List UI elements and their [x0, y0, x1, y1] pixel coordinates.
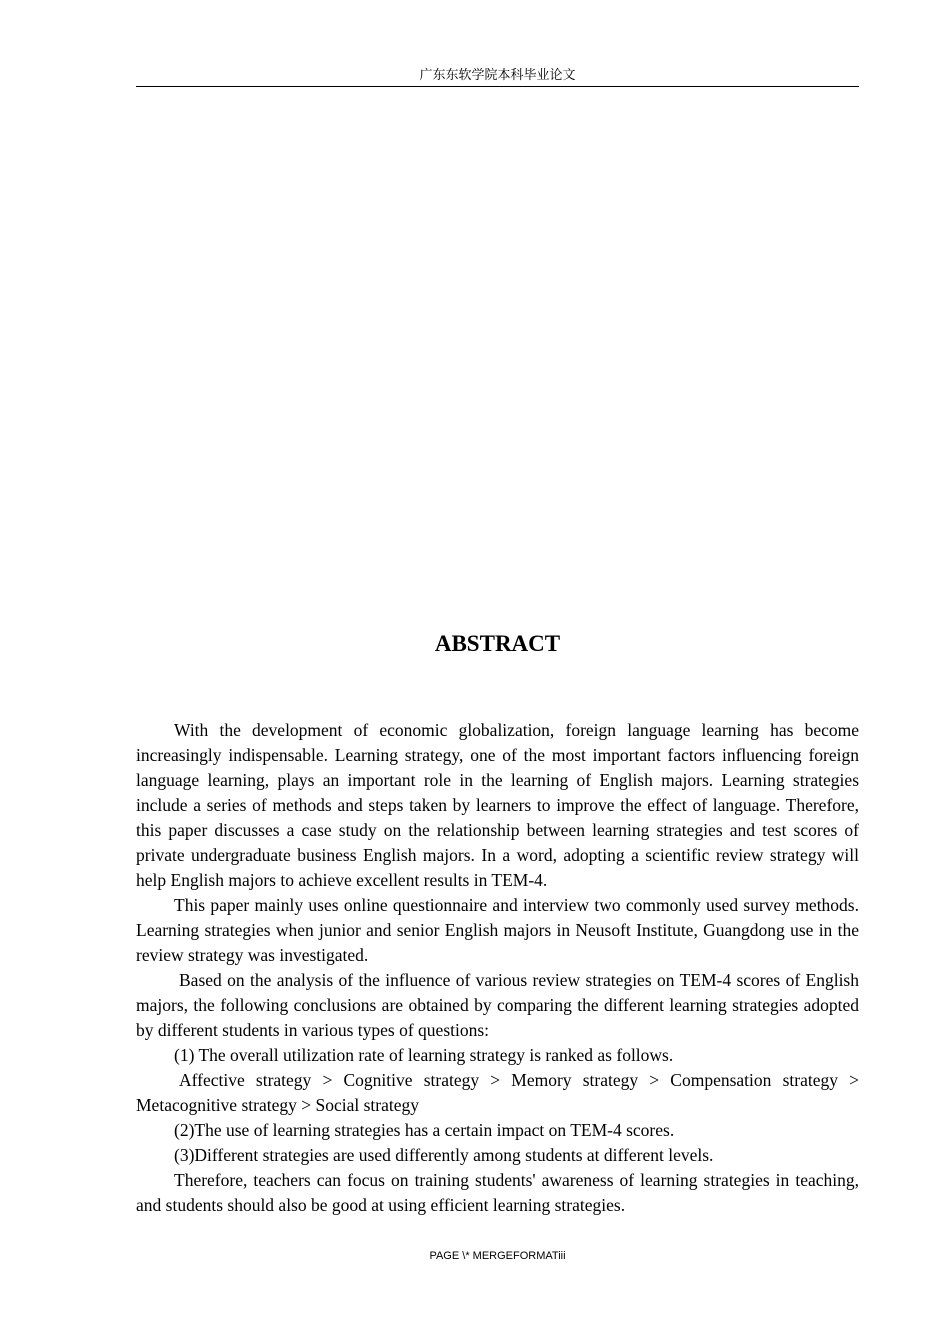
abstract-title: ABSTRACT — [434, 631, 561, 656]
abstract-closing-paragraph: Therefore, teachers can focus on training students' awareness of learning strategies in teaching, and students should also be good at using efficient learning strategies. — [136, 1170, 859, 1215]
abstract-body — [136, 718, 859, 1218]
abstract-paragraph-2: This paper mainly uses online questionnaire and interview two commonly used survey methods. Learning strategies when junior and senior English majors in Neusoft Institute, Guangdong use in the review strategy was investigated. — [136, 895, 859, 965]
conclusion-item-2: (2)The use of learning strategies has a certain impact on TEM-4 scores. — [174, 1120, 675, 1140]
page-header: 广东东软学院本科毕业论文 — [136, 66, 859, 87]
conclusion-item-3: (3)Different strategies are used differently among students at different levels. — [174, 1145, 714, 1165]
conclusion-item-1: (1) The overall utilization rate of learning strategy is ranked as follows. — [174, 1045, 674, 1065]
strategy-ranking: Affective strategy > Cognitive strategy > Memory strategy > Compensation strategy > Metacognitive strategy > Social strategy — [136, 1070, 859, 1115]
abstract-paragraph-1: With the development of economic globalization, foreign language learning has become increasingly indispensable. Learning strategy, one of the most important factors influencing foreign language learning, plays an important role in the learning of English majors. Learning strategies include a series of methods and steps taken by learners to improve the effect of language. Therefore, this paper discusses a case study on the relationship between learning strategies and test scores of private undergraduate business English majors. In a word, adopting a scientific review strategy will help English majors to achieve excellent results in TEM-4. — [136, 720, 859, 890]
page-footer: PAGE \* MERGEFORMATiii — [429, 1250, 566, 1262]
abstract-paragraph-3: Based on the analysis of the influence of various review strategies on TEM-4 scores of English majors, the following conclusions are obtained by comparing the different learning strategies adopted by different students in various types of questions: — [136, 970, 859, 1040]
